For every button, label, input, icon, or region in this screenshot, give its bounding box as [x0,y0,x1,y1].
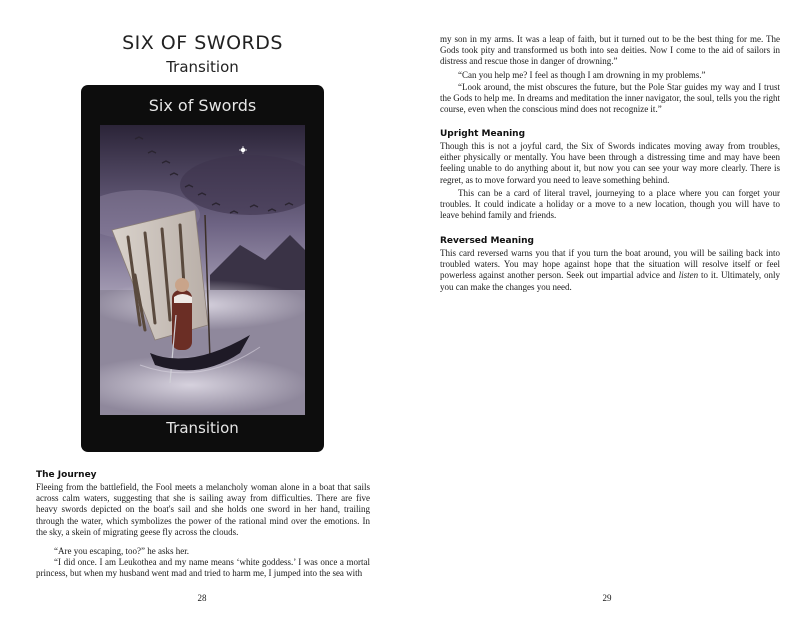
tarot-card-illustration-icon [100,125,305,415]
right-paragraph-1: my son in my arms. It was a leap of faith, but it turned out to be the best thing for me. The Gods took pity and transformed us both into sea deities. Now I come to the aid of sailors in distress and rescue those in danger of drowning.” [440,34,780,67]
card-title: SIX OF SWORDS [122,32,283,54]
journey-paragraph-3: “I did once. I am Leukothea and my name means ‘white goddess.’ I was once a mortal princess, but when my husband went mad and tried to harm me, I jumped into the sea with [36,557,370,579]
journey-paragraph-1: Fleeing from the battlefield, the Fool meets a melancholy woman alone in a boat that sails across calm waters, suggesting that she is sailing away from difficulties. There are five heavy swords depicted on the boat's sail and she holds one sword in her hand, trailing through the water, which symbolizes the power of the rational mind over the emotions. In the sky, a skein of migrating geese fly across the clouds. [36,482,370,537]
journey-paragraph-2: “Are you escaping, too?” he asks her. [54,546,189,556]
reversed-text-emphasis: listen [678,270,699,281]
card-bottom-label: Transition [166,419,239,437]
card-subtitle: Transition [166,58,239,76]
upright-heading: Upright Meaning [440,129,526,139]
card-top-label: Six of Swords [148,96,257,115]
tarot-card-image [81,85,324,452]
journey-heading: The Journey [36,470,97,480]
right-paragraph-2: “Can you help me? I feel as though I am drowning in my problems.” [458,70,706,80]
reversed-text-a: This card reversed warns you that if you turn the boat around, you will be sailing back into troubled waters. You may hope against hope that the situation will resolve itself or feel powerless against another person. Seek out impartial advice and [440,248,780,281]
page-number-right: 29 [602,593,612,603]
upright-paragraph-1: Though this is not a joyful card, the Six of Swords indicates moving away from troubles, either physically or mentally. You have been through a distressing time and may have been feeling unable to do anything about it, but now you can see your way more clearly. There is regret, as to move forward you need to leave something behind. [440,141,780,185]
reversed-text-b: to it. Ultimately, only you can make the changes you need. [440,270,780,292]
right-paragraph-3: “Look around, the mist obscures the future, but the Pole Star guides my way and I trust the Gods to help me. In dreams and meditation the inner navigator, the soul, tells you the right course, even when the conscious mind does not recognize it.” [440,82,780,115]
reversed-paragraph [440,248,780,293]
page-number-left: 28 [197,593,207,603]
reversed-heading: Reversed Meaning [440,236,534,246]
right-page [405,0,810,621]
upright-paragraph-2: This can be a card of literal travel, journeying to a place where you can forget your troubles. It could indicate a holiday or a move to a new location, though you will have to leave behind family and friends. [440,188,780,221]
